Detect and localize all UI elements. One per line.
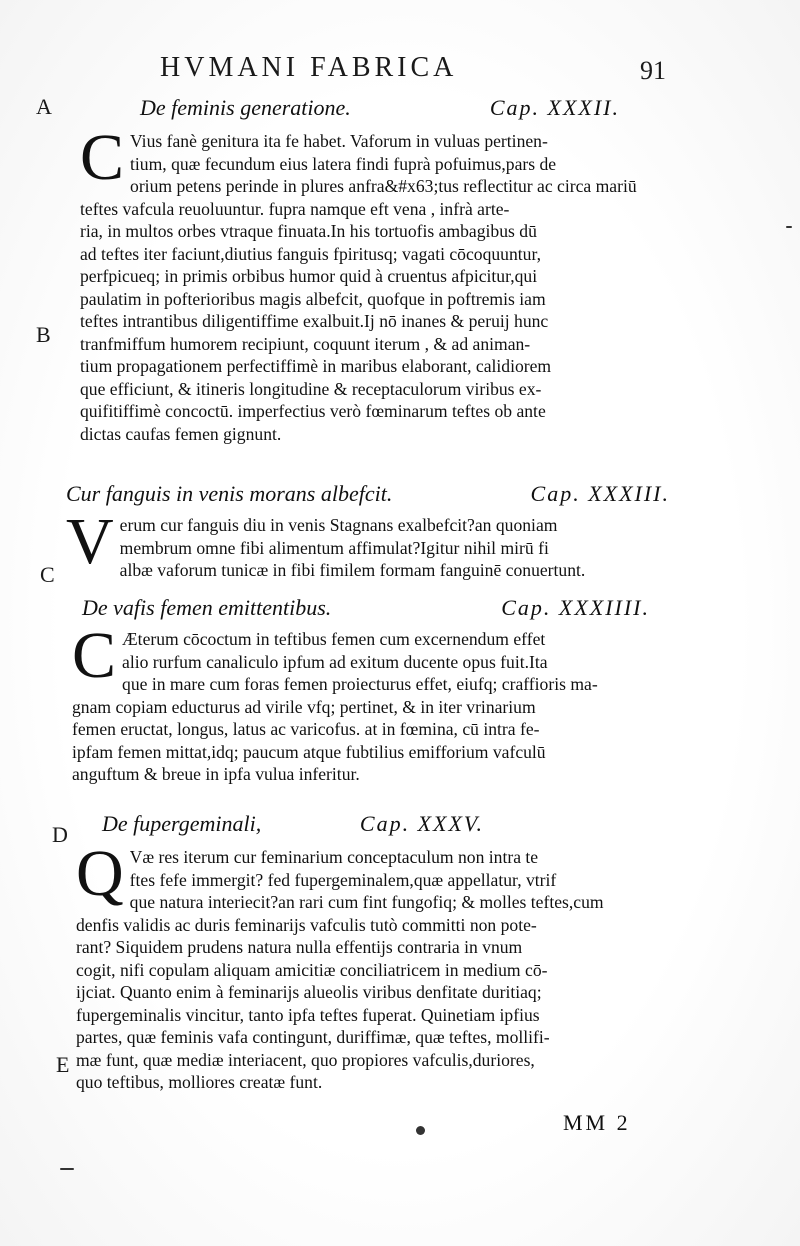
section-body [80,121,680,445]
margin-letter-e: E [56,1052,70,1077]
text-line: dictas caufas femen gignunt. [80,423,282,444]
signature-mark: MM 2 [563,1110,631,1135]
section-heading [80,92,680,124]
text-line: albæ vaforum tunicæ in fibi fimilem formam fanguinē conuertunt. [119,560,586,580]
section-title: Cur fanguis in venis morans albefcit. [66,481,393,506]
section-title: De feminis generatione. [140,95,351,120]
text-line: ijciat. Quanto enim à feminarijs alueolis viribus denfitate duritiaq; [76,982,542,1002]
section-title: De vafis femen emittentibus. [82,595,332,620]
drop-cap: Q [76,837,124,910]
text-line: orium petens perinde in plures anfra&#x63;tus reflectitur ac circa mariū [130,176,637,196]
text-line: femen eructat, longus, latus ac varicofus. at in fœmina, cū intra fe- [72,719,540,739]
running-title: HVMANI FABRICA [160,52,458,83]
section-body [76,837,684,1094]
text-line: paulatim in pofterioribus magis albefcit, quofque in poftremis iam [80,288,546,309]
text-line: ipfam femen mittat,idq; paucum atque fubtilius emifforium vafculū [72,741,546,762]
text-line: tranfmiffum humorem recipiunt, coquunt iterum , & ad animan- [80,333,531,354]
text-line: cogit, nifi copulam aliquam amicitiæ conciliatricem in medium cō- [76,959,548,980]
text-line: denfis validis ac duris feminarijs vafculis tutò committi non pote- [76,914,537,935]
ink-speck [60,1168,74,1170]
text-line: fupergeminalis vincitur, tanto ipfa teftes fuperat. Quinetiam ipfius [76,1004,540,1025]
section-cap-32 [80,92,680,445]
text-line: alio rurfum canaliculo ipfum ad exitum ducente opus fuit.Ita [122,651,548,672]
section-heading [72,592,680,624]
text-line: ftes fefe immergit? fed fupergeminalem,quæ appellatur, vtrif [129,869,557,890]
text-line: Væ res iterum cur feminarium conceptaculum non intra te [129,847,539,867]
text-line: que natura interiecit?an rari cum fint fungofiq; & molles teftes,cum [129,892,604,912]
text-line: teftes vafcula reuoluuntur. fupra namque eft vena , infrà arte- [80,198,510,219]
text-line: partes, quæ feminis vafa contingunt, duriffimæ, quæ teftes, mollifi- [76,1027,550,1047]
text-line: ria, in multos orbes vtraque finuata.In his tortuofis ambagibus dū [80,221,537,241]
text-line: mæ funt, quæ mediæ interiacent, quo propiores vafculis,duriores, [76,1049,535,1070]
text-line: que in mare cum foras femen proiecturus effet, eiufq; craffioris ma- [122,674,598,694]
section-heading [76,808,684,840]
chapter-number: Cap. XXXIIII. [501,595,650,620]
text-line: gnam copiam educturus ad virile vfq; pertinet, & in iter vrinarium [72,696,536,717]
text-line: ad teftes iter faciunt,diutius fanguis fpiritusq; vagati cōcoquuntur, [80,243,542,264]
chapter-number: Cap. XXXII. [489,95,620,120]
drop-cap: V [66,505,114,578]
ink-speck [786,226,792,228]
text-line: membrum omne fibi alimentum affimulat?Igitur nihil mirū fi [119,537,549,558]
text-line: quo teftibus, molliores creatæ funt. [76,1072,323,1092]
text-line: que efficiunt, & itineris longitudine & receptaculorum viribus ex- [80,378,542,399]
chapter-number: Cap. XXXV. [359,811,484,836]
page-number: 91 [640,56,666,85]
text-line: tium propagationem perfectiffimè in maribus elaborant, calidiorem [80,356,552,376]
text-line: Æterum cōcoctum in teftibus femen cum excernendum effet [122,629,546,649]
chapter-number: Cap. XXXIII. [530,481,670,506]
margin-letter-b: B [36,322,51,347]
section-title: De fupergeminali, [102,811,262,836]
section-cap-35 [76,808,684,1094]
drop-cap: C [72,619,117,692]
drop-cap: C [80,121,125,194]
ink-speck [416,1126,425,1135]
text-line: rant? Siquidem prudens natura nulla effentijs contraria in vnum [76,937,523,957]
section-heading [66,478,680,510]
section-cap-33 [66,478,680,582]
text-line: anguftum & breue in ipfa vulua inferitur. [72,764,360,784]
margin-letter-c: C [40,562,55,587]
text-line: perfpicueq; in primis orbibus humor quid à cruentus afpicitur,qui [80,266,538,286]
text-line: tium, quæ fecundum eius latera findi fuprà pofuimus,pars de [130,153,557,174]
section-body [66,505,680,582]
margin-letter-a: A [36,94,52,119]
text-line: Vius fanè genitura ita fe habet. Vaforum in vuluas pertinen- [130,131,548,151]
text-line: teftes intrantibus diligentiffime exalbuit.Ij nō inanes & peruij hunc [80,311,549,331]
section-cap-34 [72,592,680,786]
margin-letter-d: D [52,822,68,847]
text-line: erum cur fanguis diu in venis Stagnans exalbefcit?an quoniam [119,515,558,535]
text-line: quifitiffimè concoctū. imperfectius verò fœminarum teftes ob ante [80,401,546,421]
section-body [72,619,680,786]
